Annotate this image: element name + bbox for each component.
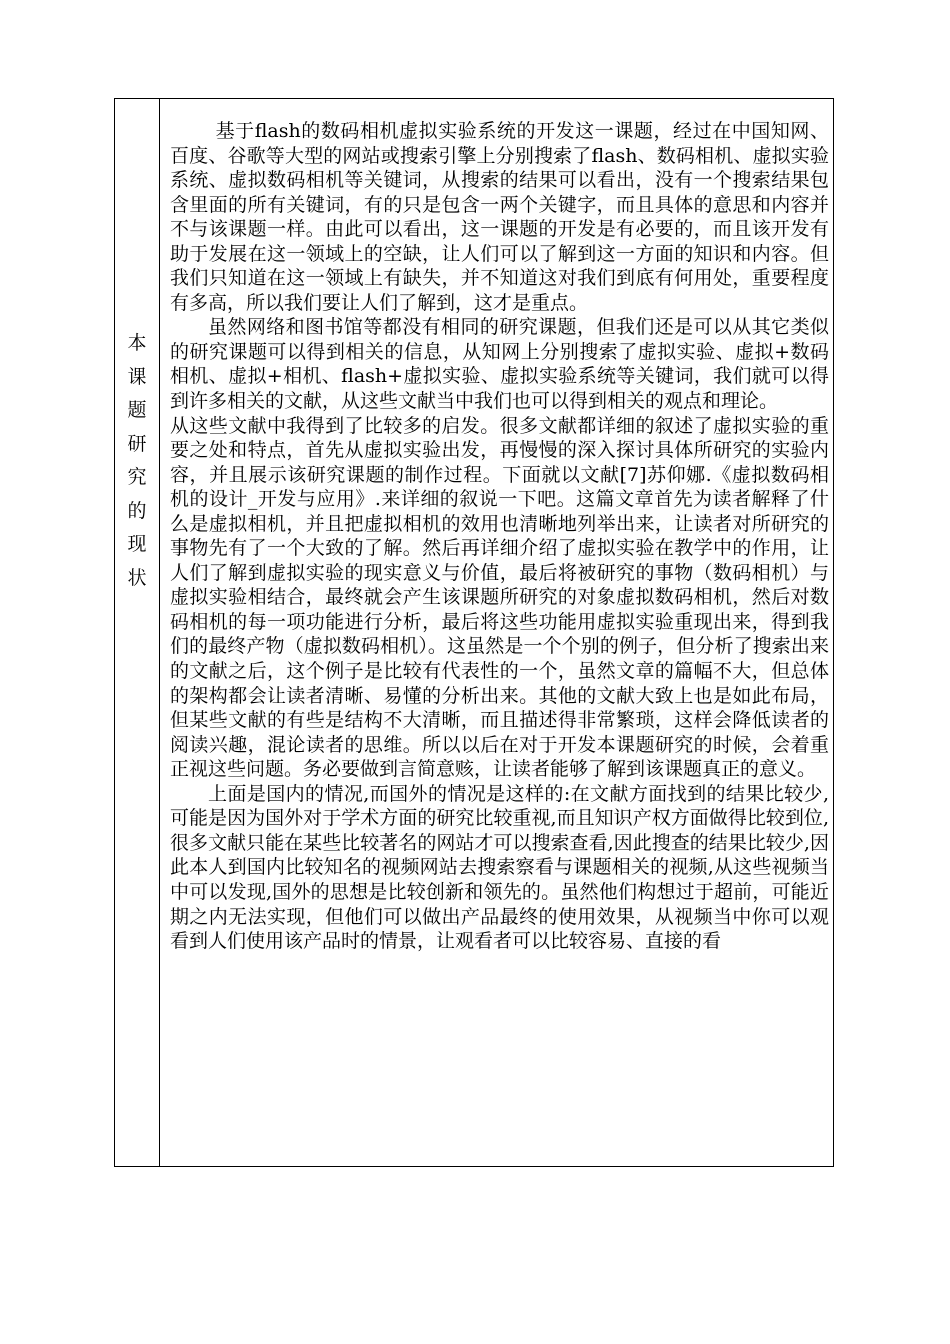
paragraph-literature-insights: 从这些文献中我得到了比较多的启发。很多文献都详细的叙述了虚拟实验的重要之处和特点，首先从虚拟实验出发，再慢慢的深入探讨具体所研究的实验内容，并且展示该研究课题的制作过程。下面就以文献[7]苏仰娜.《虚拟数码相机的设计_开发与应用》.来详细的叙说一下吧。这篇文章首先为读者解释了什么是虚拟相机，并且把虚拟相机的效用也清晰地列举出来，让读者对所研究的事物先有了一个大致的了解。然后再详细介绍了虚拟实验在教学中的作用，让人们了解到虚拟实验的现实意义与价值，最后将被研究的事物（数码相机）与虚拟实验相结合，最终就会产生该课题所研究的对象虚拟数码相机，然后对数码相机的每一项功能进行分析，最后将这些功能用虚拟实验重现出来，得到我们的最终产物（虚拟数码相机）。这虽然是一个个别的例子，但分析了搜索出来的文献之后，这个例子是比较有代表性的一个，虽然文章的篇幅不大，但总体的架构都会让读者清晰、易懂的分析出来。其他的文献大致上也是如此布局，但某些文献的有些是结构不大清晰，而且描述得非常繁琐，这样会降低读者的阅读兴趣，混论读者的思维。所以以后在对于开发本课题研究的时候，会着重正视这些问题。务必要做到言简意赅，让读者能够了解到该课题真正的意义。 (170, 414, 829, 781)
content-cell (160, 99, 833, 1166)
paragraph-foreign-situation: 上面是国内的情况,而国外的情况是这样的:在文献方面找到的结果比较少,可能是因为国外对于学术方面的研究比较重视,而且知识产权方面做得比较到位,很多文献只能在某些比较著名的网站才可以搜索查看,因此搜查的结果比较少,因此本人到国内比较知名的视频网站去搜索察看与课题相关的视频,从这些视频当中可以发现,国外的思想是比较创新和领先的。虽然他们构想过于超前，可能近期之内无法实现，但他们可以做出产品最终的使用效果，从视频当中你可以观看到人们使用该产品时的情景，让观看者可以比较容易、直接的看 (170, 782, 829, 953)
section-label-char: 状 (127, 566, 147, 589)
section-label-char: 课 (127, 365, 147, 388)
paragraph-related-research: 虽然网络和图书馆等都没有相同的研究课题，但我们还是可以从其它类似的研究课题可以得到相关的信息，从知网上分别搜索了虚拟实验、虚拟+数码相机、虚拟+相机、flash+虚拟实验、虚拟实验系统等关键词，我们就可以得到许多相关的文献，从这些文献当中我们也可以得到相关的观点和理论。 (170, 316, 829, 413)
section-label-char: 本 (127, 332, 147, 354)
section-label-char: 题 (127, 399, 147, 421)
section-label-char: 研 (127, 432, 147, 455)
section-label-char: 现 (127, 533, 147, 555)
research-status-table (114, 98, 834, 1167)
section-label (115, 327, 159, 595)
section-label-char: 究 (127, 466, 147, 488)
section-label-cell (115, 99, 160, 1166)
section-label-char: 的 (127, 499, 147, 522)
paragraph-search-overview: 基于flash的数码相机虚拟实验系统的开发这一课题，经过在中国知网、百度、谷歌等大型的网站或搜索引擎上分别搜索了flash、数码相机、虚拟实验系统、虚拟数码相机等关键词，从搜索的结果可以看出，没有一个搜索结果包含里面的所有关键词，有的只是包含一两个关键字，而且具体的意思和内容并不与该课题一样。由此可以看出，这一课题的开发是有必要的，而且该开发有助于发展在这一领域上的空缺，让人们可以了解到这一方面的知识和内容。但我们只知道在这一领域上有缺失，并不知道这对我们到底有何用处，重要程度有多高，所以我们要让人们了解到，这才是重点。 (170, 120, 829, 314)
